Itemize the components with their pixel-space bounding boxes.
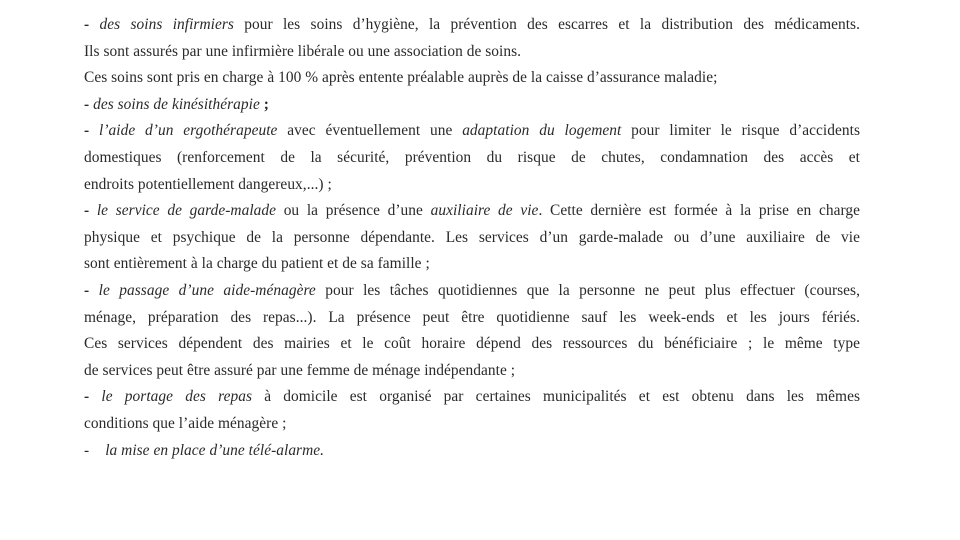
line-text: sont entièrement à la charge du patient et de sa famille ; — [84, 255, 430, 273]
paragraph-line — [84, 331, 860, 358]
line-text: ; — [259, 95, 269, 113]
list-dash: - — [84, 95, 94, 113]
line-text: . Cette dernière est formée à la prise en charge — [538, 202, 860, 220]
line-text: ménage, préparation des repas...). La présence peut être quotidienne sauf les week-ends et les jours fériés. — [84, 308, 860, 326]
list-dash: - — [84, 388, 102, 406]
list-dash: - — [84, 16, 100, 33]
paragraph-line — [84, 12, 860, 39]
emphasis-term: auxiliaire de vie — [430, 202, 539, 220]
line-text: Ces soins sont pris en charge à 100 % après entente préalable auprès de la caisse d’assurance maladie; — [84, 69, 718, 87]
paragraph-line — [84, 39, 860, 66]
paragraph-line — [84, 411, 860, 438]
line-text: à domicile est organisé par certaines municipalités et est obtenu dans les mêmes — [252, 388, 860, 406]
emphasis-term: la mise en place d’une télé-alarme — [105, 441, 321, 459]
paragraph-line — [84, 384, 860, 411]
paragraph-line — [84, 358, 860, 385]
paragraph-line — [84, 305, 860, 332]
line-text: Ils sont assurés par une infirmière libérale ou une association de soins. — [84, 42, 522, 60]
line-text: endroits potentiellement dangereux,...) ; — [84, 175, 332, 193]
line-text: physique et psychique de la personne dépendante. Les services d’un garde-malade ou d’une auxiliaire de vie — [84, 228, 860, 246]
line-text: ou la présence d’une — [276, 202, 431, 220]
paragraph-line — [84, 172, 860, 199]
list-dash: - — [84, 441, 90, 459]
document-page — [84, 12, 860, 464]
paragraph-line — [84, 198, 860, 225]
line-text: Ces services dépendent des mairies et le coût horaire dépend des ressources du bénéficiaire ; le même type — [84, 335, 860, 353]
paragraph-line — [84, 225, 860, 252]
emphasis-term: des soins infirmiers — [99, 16, 234, 33]
paragraph-line — [84, 278, 860, 305]
line-text: pour les tâches quotidiennes que la personne ne peut plus effectuer (courses, — [315, 281, 860, 299]
line-text: . — [320, 441, 325, 459]
paragraph-line — [84, 65, 860, 92]
line-text: domestiques (renforcement de la sécurité, prévention du risque de chutes, condamnation des accès et — [84, 148, 860, 166]
line-text: pour les soins d’hygiène, la prévention des escarres et la distribution des médicaments. — [233, 16, 860, 33]
line-text: de services peut être assuré par une femme de ménage indépendante ; — [84, 361, 516, 379]
paragraph-line — [84, 251, 860, 278]
paragraph-line — [84, 145, 860, 172]
emphasis-term: des soins de kinésithérapie — [93, 95, 260, 113]
list-dash: - — [84, 281, 99, 299]
emphasis-term: l’aide d’un ergothérapeute — [99, 122, 278, 140]
emphasis-term: le passage d’une aide-ménagère — [98, 281, 316, 299]
paragraph-line — [84, 118, 860, 145]
line-text: avec éventuellement une — [277, 122, 463, 140]
line-text: conditions que l’aide ménagère ; — [84, 414, 287, 432]
emphasis-term: adaptation du logement — [462, 122, 622, 140]
list-dash: - — [84, 122, 99, 140]
line-text: pour limiter le risque d’accidents — [621, 122, 860, 140]
list-dash: - — [84, 202, 97, 220]
paragraph-line — [84, 438, 860, 465]
emphasis-term: le service de garde-malade — [96, 202, 277, 220]
paragraph-line — [84, 92, 860, 119]
emphasis-term: le portage des repas — [101, 388, 252, 406]
